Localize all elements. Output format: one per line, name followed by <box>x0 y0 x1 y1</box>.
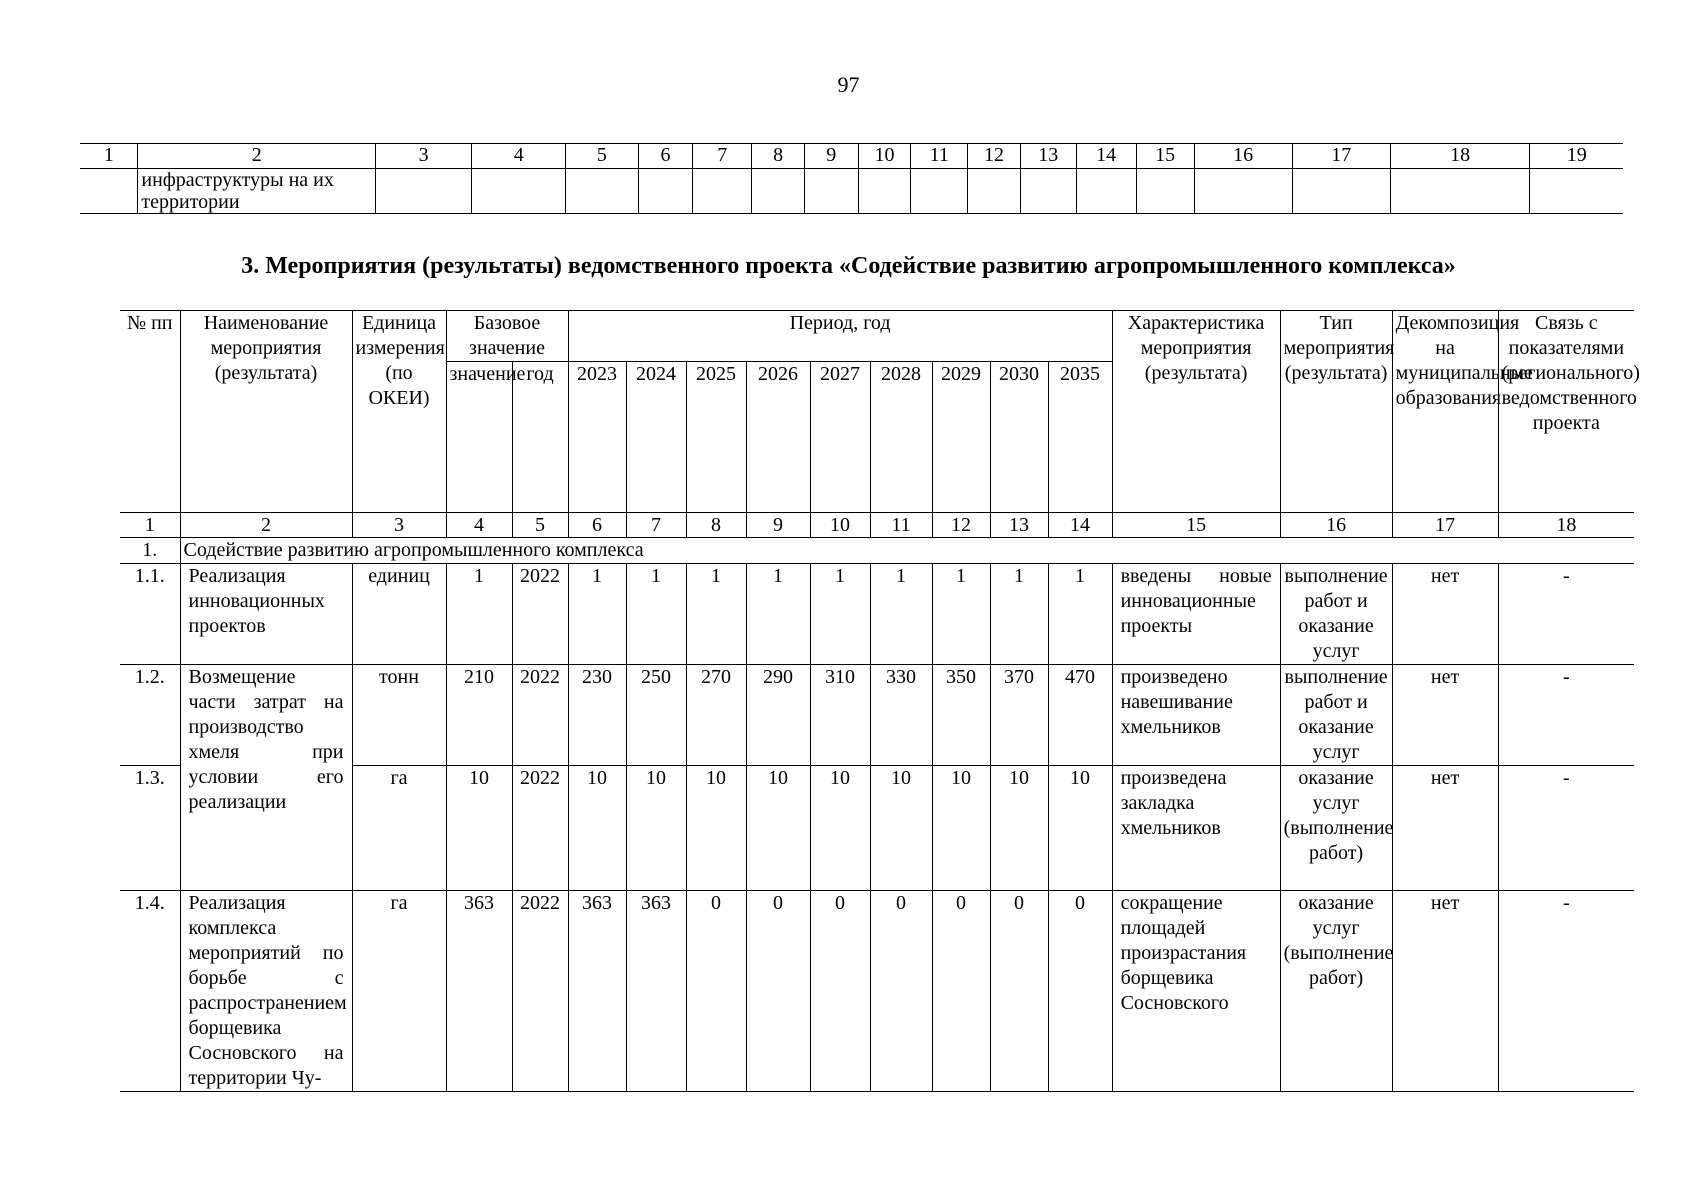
row-base-value: 210 <box>446 665 512 766</box>
header-num: № пп <box>120 311 180 513</box>
table-row <box>120 891 1634 1092</box>
row-value: 250 <box>626 665 686 766</box>
row-value: 370 <box>990 665 1048 766</box>
row-link: - <box>1498 564 1634 665</box>
activities-table <box>120 310 1640 1092</box>
row-value: 1 <box>568 564 626 665</box>
page-number: 97 <box>837 72 860 97</box>
row-unit: га <box>352 891 446 1092</box>
header-name: Наименование мероприятия (результата) <box>180 311 352 513</box>
row-value: 1 <box>626 564 686 665</box>
row-link: - <box>1498 891 1634 1092</box>
row-value: 470 <box>1048 665 1112 766</box>
row-base-value: 10 <box>446 766 512 891</box>
header-year: 2030 <box>990 362 1048 513</box>
header-period: Период, год <box>568 311 1112 362</box>
column-numbers-row <box>120 513 1634 538</box>
row-value: 1 <box>1048 564 1112 665</box>
row-value: 1 <box>810 564 870 665</box>
row-value: 230 <box>568 665 626 766</box>
row-value: 10 <box>686 766 746 891</box>
header-base-value: значение <box>446 362 512 513</box>
row-value: 330 <box>870 665 932 766</box>
continuation-row-text: инфраструктуры на их территории <box>138 169 376 214</box>
row-decomposition: нет <box>1392 665 1498 766</box>
row-value: 0 <box>746 891 810 1092</box>
row-unit: тонн <box>352 665 446 766</box>
row-value: 10 <box>932 766 990 891</box>
row-num: 1.4. <box>120 891 180 1092</box>
section-title: 3. Мероприятия (результаты) ведомственного проекта «Содействие развитию агропромышленного комплекса» <box>241 253 1456 279</box>
row-value: 0 <box>990 891 1048 1092</box>
table-row <box>120 665 1634 766</box>
column-number: 6 <box>638 144 693 169</box>
row-base-year: 2022 <box>512 564 568 665</box>
column-number: 10 <box>810 513 870 538</box>
header-year: 2024 <box>626 362 686 513</box>
column-number: 16 <box>1194 144 1292 169</box>
section-row <box>120 538 1634 564</box>
row-value: 10 <box>1048 766 1112 891</box>
row-num: 1.2. <box>120 665 180 766</box>
row-characteristic: введены новые инновационные проекты <box>1112 564 1280 665</box>
column-number: 13 <box>1020 144 1076 169</box>
row-decomposition: нет <box>1392 564 1498 665</box>
row-value: 0 <box>1048 891 1112 1092</box>
row-value: 0 <box>686 891 746 1092</box>
row-value: 350 <box>932 665 990 766</box>
column-number: 7 <box>626 513 686 538</box>
row-value: 310 <box>810 665 870 766</box>
row-value: 0 <box>932 891 990 1092</box>
column-number: 11 <box>870 513 932 538</box>
column-number: 1 <box>120 513 180 538</box>
column-number: 8 <box>752 144 805 169</box>
column-number: 8 <box>686 513 746 538</box>
row-characteristic: произведена закладка хмельников <box>1112 766 1280 891</box>
header-year: 2035 <box>1048 362 1112 513</box>
row-type: оказание услуг (выполнение работ) <box>1280 891 1392 1092</box>
column-number: 7 <box>693 144 752 169</box>
column-number: 5 <box>512 513 568 538</box>
row-name: Реализация комплекса мероприятий по борьбе с распространением борщевика Сосновского на территории Чу- <box>180 891 352 1092</box>
row-value: 10 <box>568 766 626 891</box>
column-number: 9 <box>804 144 858 169</box>
column-number: 2 <box>138 144 376 169</box>
header-unit: Единица измерения (по ОКЕИ) <box>352 311 446 513</box>
row-link: - <box>1498 665 1634 766</box>
row-decomposition: нет <box>1392 891 1498 1092</box>
column-number: 17 <box>1292 144 1390 169</box>
row-base-year: 2022 <box>512 766 568 891</box>
row-value: 10 <box>810 766 870 891</box>
header-year: 2023 <box>568 362 626 513</box>
row-unit: га <box>352 766 446 891</box>
row-name: Возмещение части затрат на производство хмеля при условии его реализации <box>180 665 352 891</box>
row-value: 1 <box>746 564 810 665</box>
column-number: 5 <box>566 144 638 169</box>
column-number: 2 <box>180 513 352 538</box>
row-value: 10 <box>870 766 932 891</box>
row-num: 1.1. <box>120 564 180 665</box>
column-number: 14 <box>1076 144 1136 169</box>
row-value: 10 <box>626 766 686 891</box>
header-link: Связь с показателями (регионального) ведомственного проекта <box>1498 311 1634 513</box>
section-row-title: Содействие развитию агропромышленного комплекса <box>180 538 1634 564</box>
continuation-column-numbers <box>80 144 1623 169</box>
header-year: 2029 <box>932 362 990 513</box>
column-number: 17 <box>1392 513 1498 538</box>
column-number: 16 <box>1280 513 1392 538</box>
column-number: 10 <box>858 144 911 169</box>
row-characteristic: сокращение площадей произрастания борщевика Сосновского <box>1112 891 1280 1092</box>
column-number: 3 <box>352 513 446 538</box>
column-number: 4 <box>472 144 566 169</box>
row-link: - <box>1498 766 1634 891</box>
continuation-row <box>80 169 1623 214</box>
header-year: 2027 <box>810 362 870 513</box>
column-number: 11 <box>911 144 968 169</box>
column-number: 18 <box>1390 144 1530 169</box>
row-type: выполнение работ и оказание услуг <box>1280 665 1392 766</box>
row-base-year: 2022 <box>512 891 568 1092</box>
header-characteristic: Характеристика мероприятия (результата) <box>1112 311 1280 513</box>
row-value: 1 <box>990 564 1048 665</box>
row-value: 1 <box>870 564 932 665</box>
continuation-table <box>80 143 1623 214</box>
row-value: 10 <box>990 766 1048 891</box>
header-base: Базовое значение <box>446 311 568 362</box>
section-row-num: 1. <box>120 538 180 564</box>
column-number: 3 <box>376 144 472 169</box>
row-value: 10 <box>746 766 810 891</box>
row-decomposition: нет <box>1392 766 1498 891</box>
row-base-value: 1 <box>446 564 512 665</box>
header-year: 2025 <box>686 362 746 513</box>
column-number: 12 <box>932 513 990 538</box>
column-number: 12 <box>968 144 1021 169</box>
header-base-year: год <box>512 362 568 513</box>
column-number: 14 <box>1048 513 1112 538</box>
column-number: 4 <box>446 513 512 538</box>
table-row <box>120 564 1634 665</box>
row-value: 290 <box>746 665 810 766</box>
row-value: 270 <box>686 665 746 766</box>
row-num: 1.3. <box>120 766 180 891</box>
row-value: 0 <box>810 891 870 1092</box>
column-number: 19 <box>1530 144 1623 169</box>
row-base-value: 363 <box>446 891 512 1092</box>
column-number: 15 <box>1136 144 1194 169</box>
row-value: 1 <box>686 564 746 665</box>
header-year: 2026 <box>746 362 810 513</box>
row-unit: единиц <box>352 564 446 665</box>
header-type: Тип мероприятия (результата) <box>1280 311 1392 513</box>
row-name: Реализация инновационных проектов <box>180 564 352 665</box>
column-number: 6 <box>568 513 626 538</box>
column-number: 1 <box>80 144 138 169</box>
column-number: 18 <box>1498 513 1634 538</box>
row-type: выполнение работ и оказание услуг <box>1280 564 1392 665</box>
row-type: оказание услуг (выполнение работ) <box>1280 766 1392 891</box>
column-number: 13 <box>990 513 1048 538</box>
row-value: 1 <box>932 564 990 665</box>
column-number: 15 <box>1112 513 1280 538</box>
row-base-year: 2022 <box>512 665 568 766</box>
row-value: 0 <box>870 891 932 1092</box>
header-decomposition: Декомпозиция на муниципальные образования <box>1392 311 1498 513</box>
row-value: 363 <box>568 891 626 1092</box>
row-value: 363 <box>626 891 686 1092</box>
column-number: 9 <box>746 513 810 538</box>
header-year: 2028 <box>870 362 932 513</box>
row-characteristic: произведено навешивание хмельников <box>1112 665 1280 766</box>
